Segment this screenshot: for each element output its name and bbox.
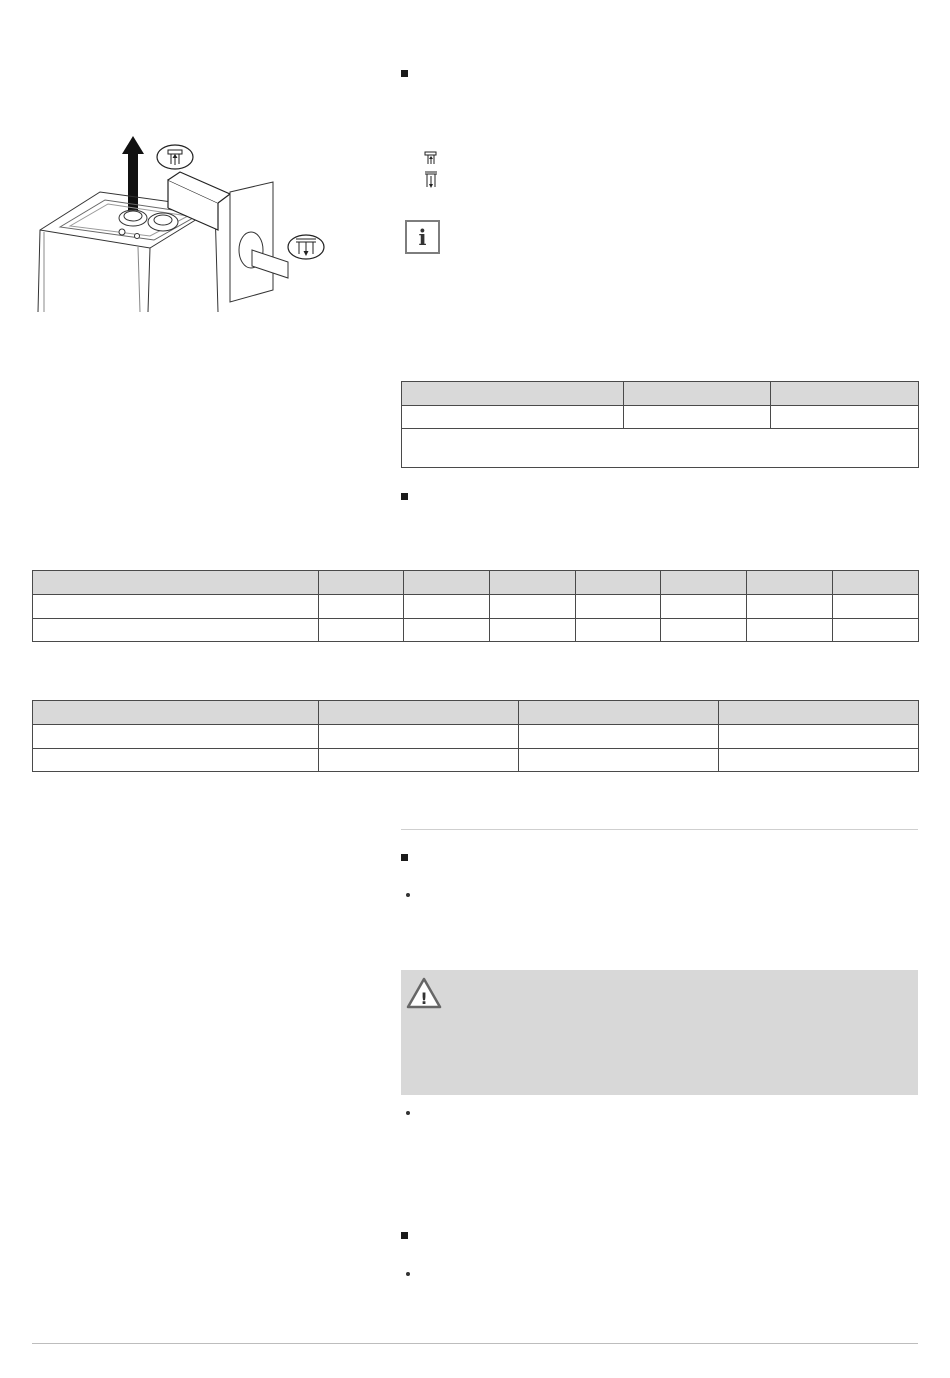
warning-icon-glyph: ! (420, 989, 428, 1008)
section-marker (401, 70, 408, 77)
bullet-point (406, 893, 410, 897)
table-cell (719, 701, 919, 725)
boiler-flue-illustration (30, 130, 335, 315)
table-cell (519, 749, 719, 772)
table-cell (747, 571, 833, 595)
table-cell (490, 619, 576, 642)
warning-panel (401, 970, 918, 1095)
table-3 (32, 700, 919, 772)
section-marker (401, 854, 408, 861)
table-cell (833, 571, 919, 595)
table-cell (661, 571, 747, 595)
table-header-row (33, 701, 919, 725)
table-cell (319, 595, 404, 619)
table-cell (33, 725, 319, 749)
table-cell (402, 406, 624, 429)
table-cell (319, 701, 519, 725)
table-row (33, 619, 919, 642)
table-cell (624, 382, 771, 406)
intake-symbol-icon (288, 235, 324, 259)
table-cell (33, 701, 319, 725)
table-cell (404, 619, 490, 642)
table-cell (33, 619, 319, 642)
table-footnote-row (402, 429, 919, 468)
section-divider (401, 829, 918, 830)
warning-icon (405, 976, 443, 1010)
table-cell (719, 725, 919, 749)
exhaust-symbol-icon (157, 145, 193, 169)
table-header-row (33, 571, 919, 595)
table-cell (33, 571, 319, 595)
table-cell (833, 619, 919, 642)
table-cell (319, 571, 404, 595)
table-cell (771, 406, 919, 429)
table-cell (771, 382, 919, 406)
table-cell (576, 571, 661, 595)
section-marker (401, 493, 408, 500)
table-cell (519, 701, 719, 725)
table-cell (490, 571, 576, 595)
table-cell (319, 619, 404, 642)
table-cell (747, 595, 833, 619)
table-cell (404, 571, 490, 595)
table-cell (624, 406, 771, 429)
wall-panel (230, 182, 288, 302)
bullet-point (406, 1272, 410, 1276)
table-2 (32, 570, 919, 642)
table-row (33, 725, 919, 749)
section-marker (401, 1232, 408, 1239)
table-row (33, 749, 919, 772)
table-cell (490, 595, 576, 619)
table-1 (401, 381, 919, 468)
table-cell (404, 595, 490, 619)
table-cell (833, 595, 919, 619)
flue-exhaust-icon (424, 151, 438, 165)
table-cell (719, 749, 919, 772)
exhaust-arrow (122, 136, 144, 214)
table-row (402, 406, 919, 429)
table-cell (33, 749, 319, 772)
table-cell (661, 619, 747, 642)
table-cell (576, 595, 661, 619)
footer-rule (32, 1343, 918, 1344)
flue-collars (119, 210, 178, 239)
bullet-point (406, 1111, 410, 1115)
table-cell (519, 725, 719, 749)
table-cell (402, 429, 919, 468)
table-row (33, 595, 919, 619)
info-icon: i (405, 220, 440, 254)
table-cell (576, 619, 661, 642)
table-cell (402, 382, 624, 406)
table-header-row (402, 382, 919, 406)
table-cell (33, 595, 319, 619)
table-cell (661, 595, 747, 619)
table-cell (319, 725, 519, 749)
air-intake-icon (424, 170, 438, 190)
table-cell (319, 749, 519, 772)
table-cell (747, 619, 833, 642)
